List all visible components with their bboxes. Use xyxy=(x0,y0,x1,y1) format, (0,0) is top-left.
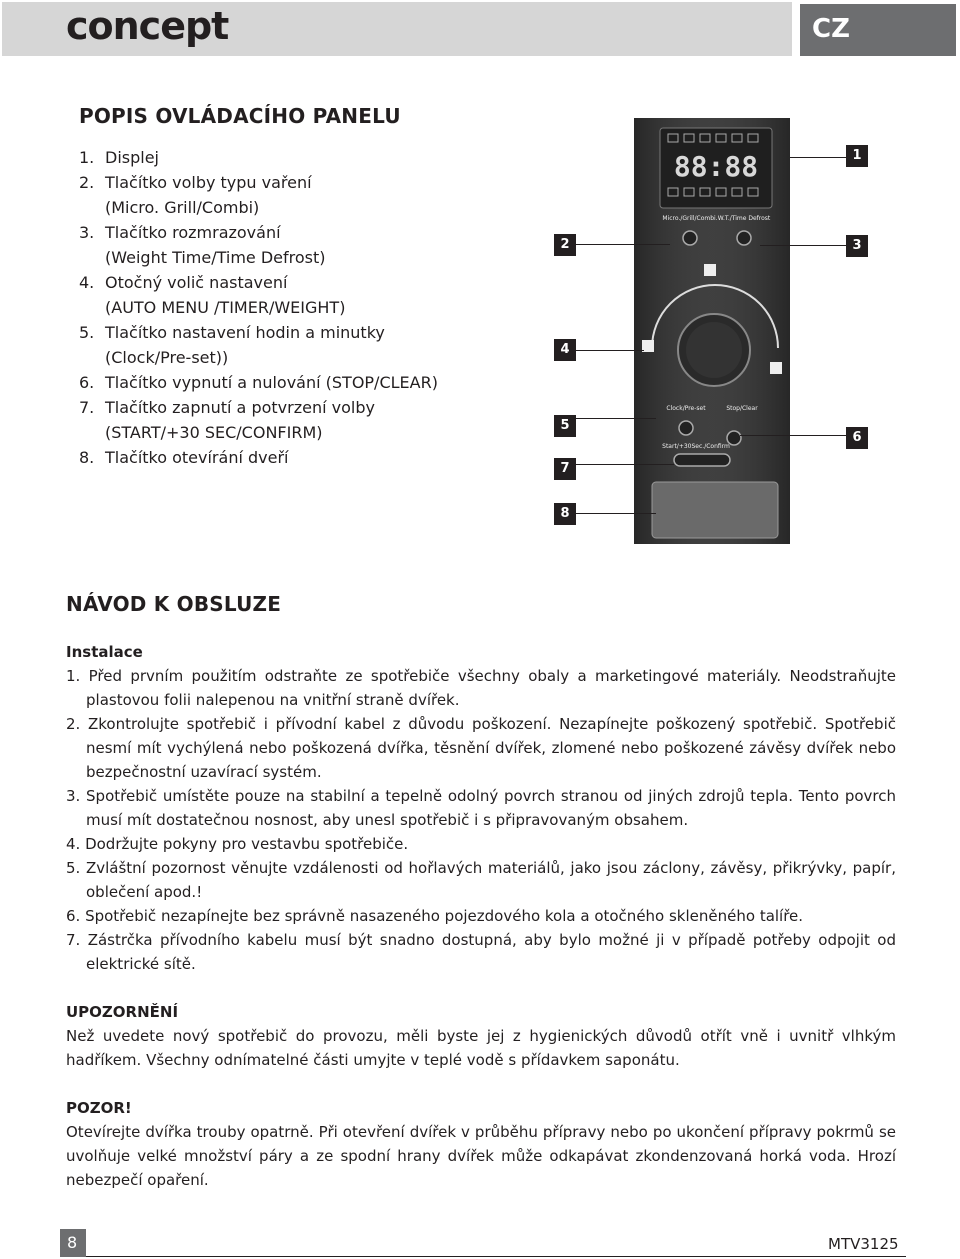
item-sub: (AUTO MENU /TIMER/WEIGHT) xyxy=(105,298,346,317)
list-item: 4. Dodržujte pokyny pro vestavbu spotřebiče. xyxy=(66,835,409,853)
callout-8-line xyxy=(576,513,656,514)
item-number: 2. xyxy=(79,173,95,192)
instructions-subtitle: Instalace xyxy=(66,643,143,661)
page-header xyxy=(0,0,960,58)
list-item: 6. Spotřebič nezapínejte bez správně nasazeného pojezdového kola a otočného skleněného talíře. xyxy=(66,907,804,925)
list-item xyxy=(79,270,438,320)
list-item: 5. Zvláštní pozornost věnujte vzdálenosti od hořlavých materiálů, jako jsou záclony, závěsy, přikrývky, papír, oblečení apod.! xyxy=(66,859,896,901)
start-button[interactable] xyxy=(674,454,730,466)
model-number: MTV3125 xyxy=(828,1235,899,1253)
callout-2-line xyxy=(576,244,670,245)
item-label: Displej xyxy=(105,148,159,167)
item-label: Tlačítko zapnutí a potvrzení volby xyxy=(105,398,375,417)
item-sub: (Weight Time/Time Defrost) xyxy=(105,248,326,267)
warning-text: Než uvedete nový spotřebič do provozu, měli byste jej z hygienických důvodů otřít vně i uvnitř vlhkým hadříkem. Všechny odnímatelné části umyjte v teplé vodě s přídavkem saponátu. xyxy=(66,1027,896,1069)
callout-1: 1 xyxy=(846,145,868,167)
clock-button[interactable] xyxy=(679,421,693,435)
item-number: 7. xyxy=(79,398,95,417)
list-item xyxy=(79,445,438,470)
btn-start-label: Start/+30Sec./Confirm xyxy=(662,443,730,450)
list-item xyxy=(79,370,438,395)
callout-1-line xyxy=(790,157,846,158)
instructions-title: NÁVOD K OBSLUZE xyxy=(66,592,282,616)
weight-icon xyxy=(770,362,782,374)
item-sub: (Micro. Grill/Combi) xyxy=(105,198,260,217)
item-number: 3. xyxy=(79,223,95,242)
btn-defrost-label: W.T./Time Defrost xyxy=(717,215,771,222)
list-item xyxy=(79,220,438,270)
callout-7-line xyxy=(576,464,674,465)
item-sub: (Clock/Pre-set)) xyxy=(105,348,229,367)
item-label: Tlačítko rozmrazování xyxy=(105,223,281,242)
auto-menu-icon xyxy=(704,264,716,276)
warning-section xyxy=(66,1000,896,1072)
list-item: 2. Zkontrolujte spotřebič i přívodní kabel z důvodu poškození. Nezapínejte poškozený spotřebič. Spotřebič nesmí mít vychýlená nebo poškozená dvířka, těsnění dvířek, zlomené nebo poškozené závěsy dvířek nebo bezpečnostní uzavírací systém. xyxy=(66,715,896,781)
callout-4-line xyxy=(576,350,644,351)
item-label: Tlačítko nastavení hodin a minutky xyxy=(105,323,385,342)
list-item xyxy=(79,320,438,370)
callout-3: 3 xyxy=(846,235,868,257)
item-label: Tlačítko volby typu vaření xyxy=(105,173,312,192)
footer-divider xyxy=(86,1256,906,1257)
list-item xyxy=(79,170,438,220)
control-panel-photo xyxy=(634,118,790,544)
callout-3-line xyxy=(760,245,846,246)
item-number: 4. xyxy=(79,273,95,292)
callout-6: 6 xyxy=(846,427,868,449)
list-item xyxy=(79,395,438,445)
instructions-section xyxy=(66,640,896,976)
caution-text: Otevírejte dvířka trouby opatrně. Při otevření dvířek v průběhu přípravy nebo po ukončení přípravy pokrmů se uvolňuje velké množství páry a ze spodní hrany dvířek může odkapávat zkondenzovaná horká voda. Hrozí nebezpečí opaření. xyxy=(66,1123,896,1189)
item-number: 6. xyxy=(79,373,95,392)
display-digits: 88:88 xyxy=(673,150,759,183)
warning-title: UPOZORNĚNÍ xyxy=(66,1003,179,1021)
defrost-button[interactable] xyxy=(737,231,751,245)
control-list xyxy=(79,145,438,470)
btn-stop-label: Stop/Clear xyxy=(726,405,758,412)
item-number: 8. xyxy=(79,448,95,467)
language-label: CZ xyxy=(812,14,850,44)
caution-section xyxy=(66,1096,896,1192)
list-item: 7. Zástrčka přívodního kabelu musí být snadno dostupná, aby bylo možné ji v případě potřeby odpojit od elektrické sítě. xyxy=(66,931,896,973)
list-item: 1. Před prvním použitím odstraňte ze spotřebiče všechny obaly a marketingové materiály. Neodstraňujte plastovou folii nalepenou na vnitřní straně dvířek. xyxy=(66,667,896,709)
list-item: 3. Spotřebič umístěte pouze na stabilní a tepelně odolný povrch stranou od jiných zdrojů tepla. Tento povrch musí mít dostatečnou nosnost, aby unesl spotřebič i s připravovaným obsahem. xyxy=(66,787,896,829)
callout-8: 8 xyxy=(554,503,576,525)
door-release-button[interactable] xyxy=(652,482,778,538)
caution-title: POZOR! xyxy=(66,1099,132,1117)
callout-5: 5 xyxy=(554,415,576,437)
item-sub: (START/+30 SEC/CONFIRM) xyxy=(105,423,323,442)
callout-6-line xyxy=(740,435,846,436)
dial-knob-center xyxy=(686,322,742,378)
item-label: Tlačítko vypnutí a nulování (STOP/CLEAR) xyxy=(105,373,438,392)
page-number: 8 xyxy=(67,1233,78,1252)
brand-logo: concept xyxy=(66,4,229,48)
instructions-list xyxy=(66,664,896,976)
item-label: Tlačítko otevírání dveří xyxy=(105,448,289,467)
item-number: 5. xyxy=(79,323,95,342)
callout-2: 2 xyxy=(554,234,576,256)
btn-clock-label: Clock/Pre-set xyxy=(666,405,706,412)
callout-7: 7 xyxy=(554,458,576,480)
item-label: Otočný volič nastavení xyxy=(105,273,288,292)
btn-cook-type-label: Micro./Grill/Combi. xyxy=(662,215,718,222)
control-panel-title: POPIS OVLÁDACÍHO PANELU xyxy=(79,104,401,128)
callout-4: 4 xyxy=(554,339,576,361)
item-number: 1. xyxy=(79,148,95,167)
list-item xyxy=(79,145,438,170)
callout-5-line xyxy=(576,418,656,419)
cook-type-button[interactable] xyxy=(683,231,697,245)
